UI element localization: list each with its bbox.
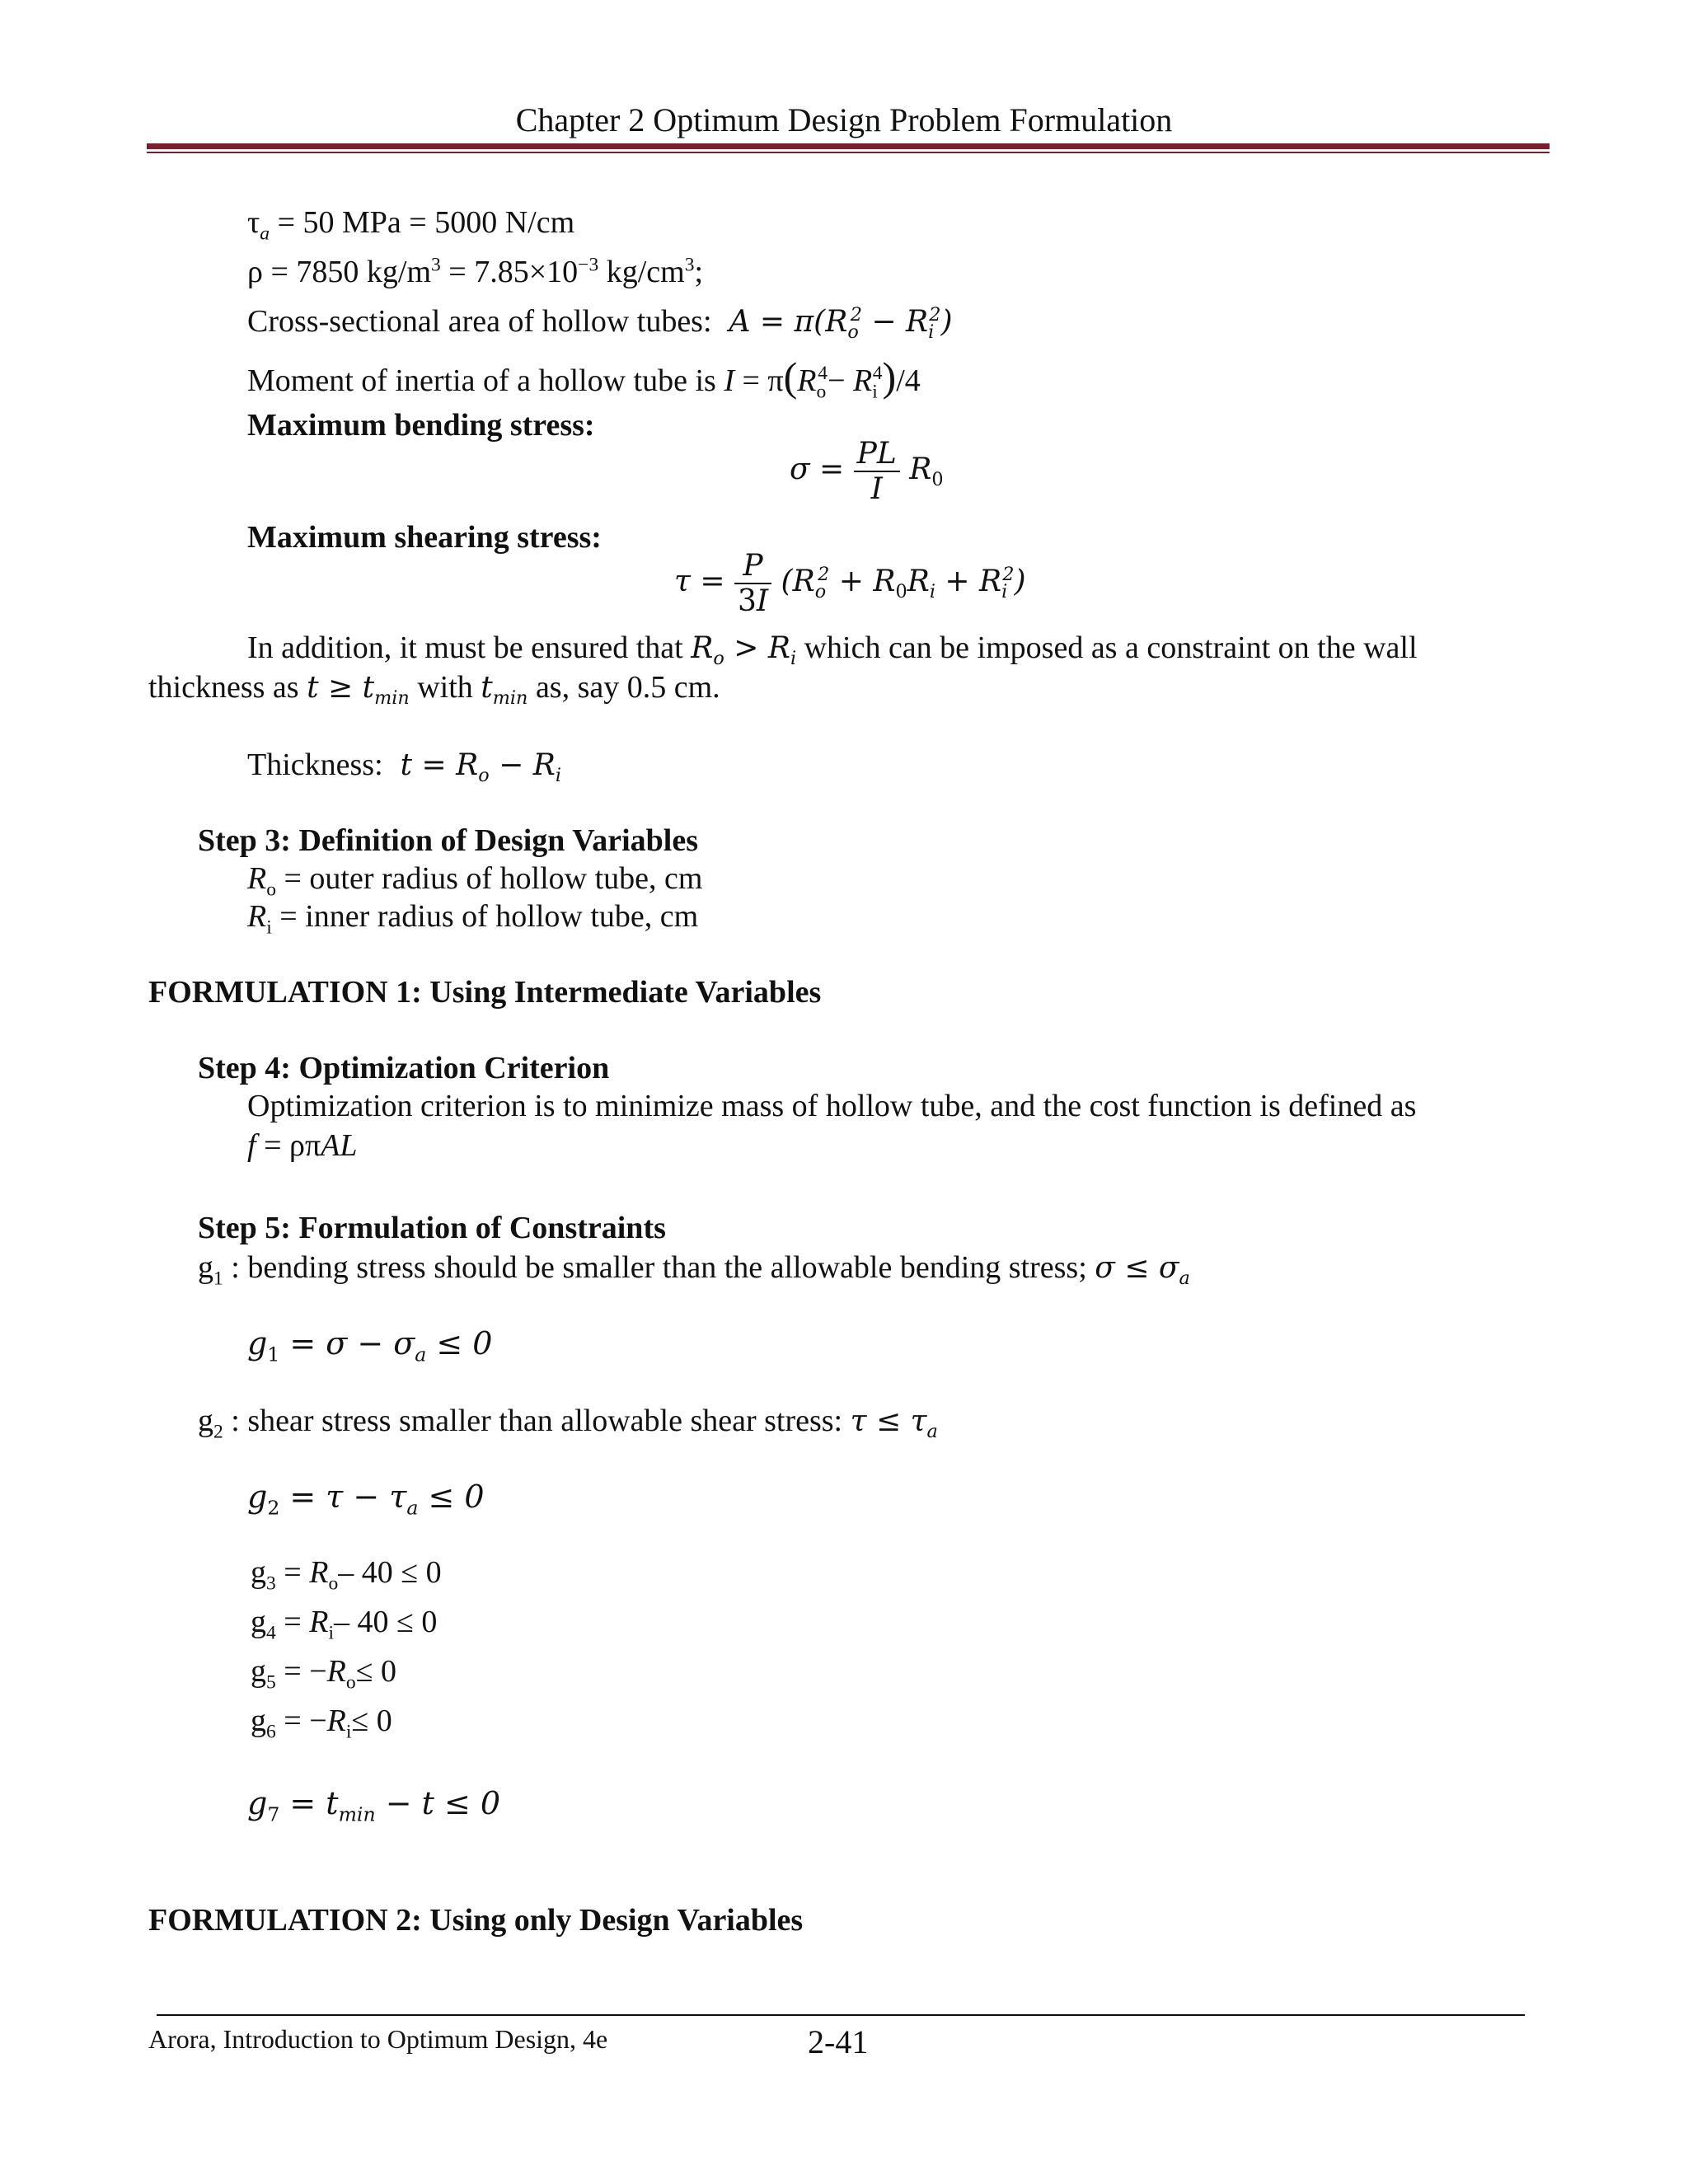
g3-equation: $g_3 = R_o-$ 40 ≤ 0 — [251, 1555, 442, 1595]
thickness-line — [247, 747, 561, 787]
inertia-label: Moment of inertia of a hollow tube is — [247, 363, 716, 398]
constraint-paragraph-line2: thickness as $t \ge t_{min}$ with $t_{min}$ as, say 0.5 cm. — [148, 670, 720, 710]
inertia-equation: $I = \pi(R_o^4- R_i^4)/4$ — [724, 354, 921, 403]
g2-text: : shear stress smaller than allowable shear stress: — [231, 1404, 843, 1438]
g1-condition: $\sigma \le \sigma_a$ — [1095, 1251, 1190, 1290]
g1-text: : bending stress should be smaller than the allowable bending stress; — [231, 1250, 1087, 1285]
footer-rule — [157, 2014, 1525, 2016]
density: ρ = 7850 $kg/m^3 = 7.85\times 10^{-3}$ $kg/cm^3$; — [247, 254, 704, 289]
thickness-equation: $t = R_o - R_i$ — [391, 748, 561, 787]
cost-function: f = ρπAL — [247, 1128, 358, 1163]
ro-definition-text: = outer radius of hollow tube, cm — [284, 861, 703, 896]
area-line — [247, 303, 953, 344]
g1-description: $g_1$ : bending stress should be smaller than the allowable bending stress; $\sigma \le \sigma_a$ — [198, 1250, 1190, 1290]
g1-equation: $g_1 = \sigma - \sigma_a \le 0$ — [247, 1325, 493, 1366]
ri-definition-text: = inner radius of hollow tube, cm — [279, 899, 699, 934]
ro-definition: $R_o$ = outer radius of hollow tube, cm — [247, 861, 703, 901]
step4-text: Optimization criterion is to minimize mass of hollow tube, and the cost function is defined as — [247, 1089, 1417, 1123]
formulation2-heading: FORMULATION 2: Using only Design Variables — [148, 1903, 804, 1938]
area-label: Cross-sectional area of hollow tubes: — [247, 304, 712, 339]
g5-equation: $g_5 = -R_o\le 0$ — [251, 1654, 397, 1694]
tau-allowable: $\tau_a = 50$ MPa = 5000 N/cm — [247, 205, 575, 245]
constraint-paragraph-line1: In addition, it must be ensured that $R_o > R_i$ which can be imposed as a constraint on the wall — [247, 630, 1418, 670]
inertia-line — [247, 353, 921, 401]
bending-label: Maximum bending stress: — [247, 408, 595, 443]
formulation1-heading: FORMULATION 1: Using Intermediate Variables — [148, 975, 822, 1010]
g4-equation: $g_4 = R_i-$ 40 ≤ 0 — [251, 1605, 438, 1644]
header-rule-thick — [147, 143, 1550, 149]
shear-label: Maximum shearing stress: — [247, 520, 602, 555]
shear-equation: τ = $\frac{P}{3I}$ $(R_o^2 + R_0R_i + R_i^2)$ — [674, 549, 1026, 618]
thickness-label: Thickness: — [247, 748, 383, 782]
footer-citation: Arora, Introduction to Optimum Design, 4e — [148, 2024, 608, 2054]
bending-equation: σ = $\frac{PL}{I}$ $R_0$ — [790, 437, 944, 506]
step3-heading: Step 3: Definition of Design Variables — [198, 823, 698, 858]
g6-equation: $g_6 = -R_i\le 0$ — [251, 1704, 392, 1743]
step5-heading: Step 5: Formulation of Constraints — [198, 1211, 666, 1245]
header-rule-thin — [147, 152, 1550, 153]
page-number: 2-41 — [808, 2023, 869, 2060]
ri-definition: $R_i$ = inner radius of hollow tube, cm — [247, 899, 699, 939]
g2-condition: $\tau \le \tau_a$ — [850, 1404, 938, 1443]
running-header: Chapter 2 Optimum Design Problem Formulation — [515, 101, 1173, 138]
g7-equation: $g_7 = t_{min} - t \le 0$ — [247, 1785, 501, 1826]
g2-equation: $g_2 = \tau - \tau_a \le 0$ — [247, 1479, 485, 1520]
g2-description: $g_2$ : shear stress smaller than allowable shear stress: $\tau \le \tau_a$ — [198, 1404, 938, 1443]
step4-heading: Step 4: Optimization Criterion — [198, 1051, 610, 1085]
area-equation: $A = \pi(R_o^2 - R_i^2)$ — [720, 304, 953, 344]
